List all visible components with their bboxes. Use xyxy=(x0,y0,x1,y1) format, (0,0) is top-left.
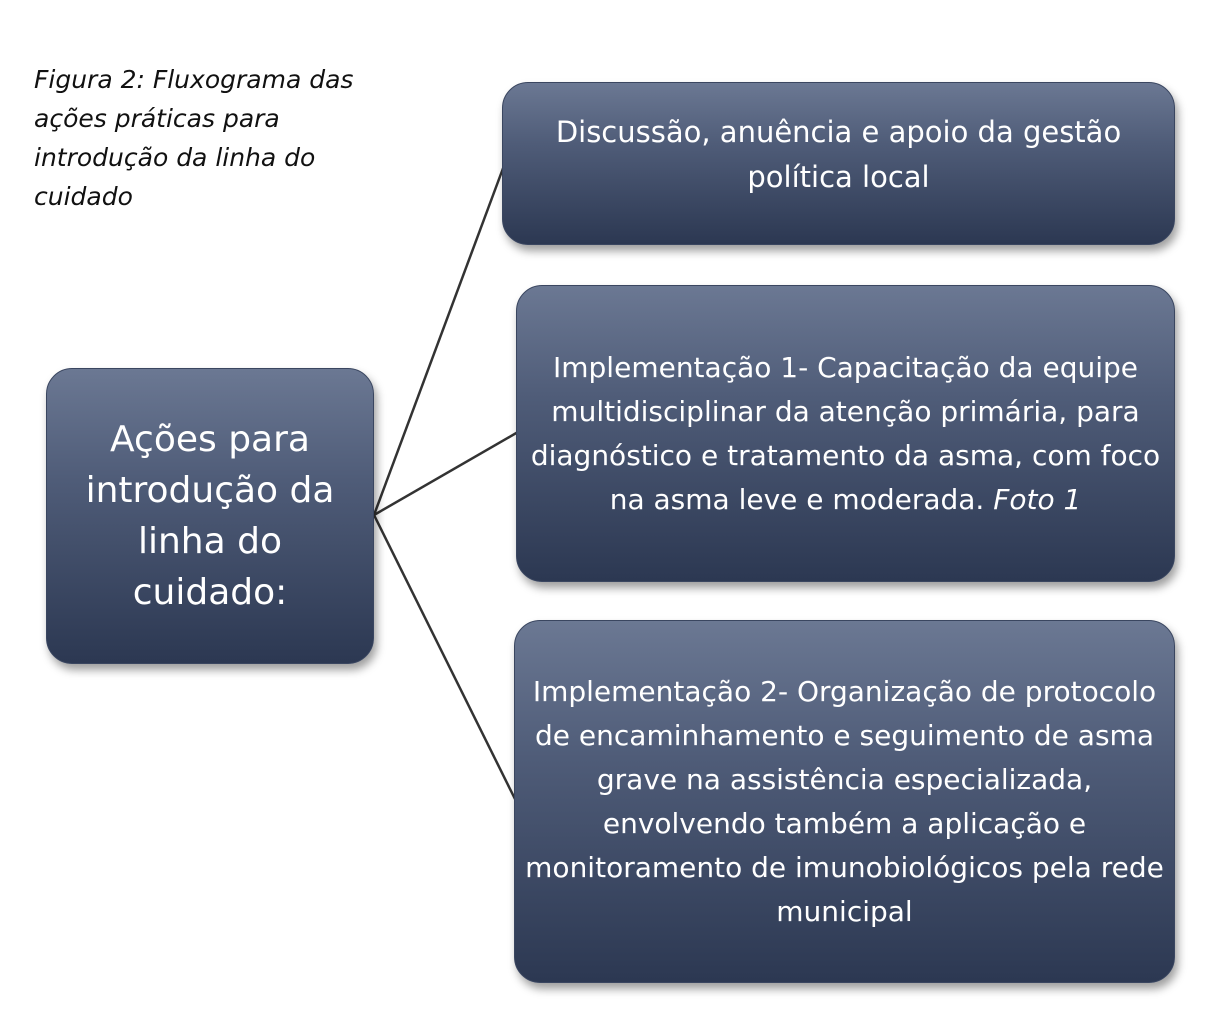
child-node-gestao-label: Discussão, anuência e apoio da gestão política local xyxy=(555,114,1122,194)
child-node-implementacao-2-label: Implementação 2- Organização de protocolo de encaminhamento e seguimento de asma grave na assistência especializada, envolvendo também a aplicação e monitoramento de imunobiológicos pela rede municipal xyxy=(525,674,1164,928)
photo-reference: Foto 1 xyxy=(993,482,1082,516)
root-node-label: Ações para introdução da linha do cuidado: xyxy=(85,419,335,613)
child-node-implementacao-1-text xyxy=(527,346,1164,522)
root-node xyxy=(46,368,374,664)
child-node-gestao xyxy=(502,82,1175,245)
child-node-implementacao-2 xyxy=(514,620,1175,983)
child-node-implementacao-1-label: Implementação 1- Capacitação da equipe multidisciplinar da atenção primária, para diagnóstico e tratamento da asma, com foco na asma leve e moderada. xyxy=(530,350,1161,516)
connector-line-3 xyxy=(374,515,516,801)
connector-line-2 xyxy=(374,432,518,515)
connector-line-1 xyxy=(374,163,505,515)
figure-caption: Figura 2: Fluxograma das ações práticas para introdução da linha do cuidado xyxy=(34,65,354,211)
child-node-implementacao-1 xyxy=(516,285,1175,582)
